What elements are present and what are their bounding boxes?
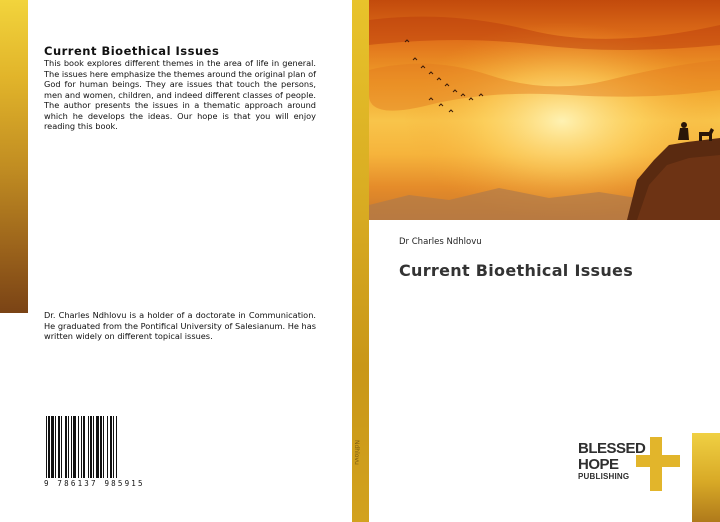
publisher-line2: HOPE — [578, 456, 619, 473]
barcode-bar — [83, 416, 85, 478]
barcode-bar — [71, 416, 72, 478]
barcode-bar — [65, 416, 67, 478]
barcode-bar — [51, 416, 54, 478]
barcode-bar — [48, 416, 50, 478]
spine-author: Ndhlovu — [353, 440, 360, 465]
barcode-bar — [58, 416, 60, 478]
barcode-bar — [96, 416, 99, 478]
barcode-bar — [110, 416, 112, 478]
barcode-bar — [113, 416, 114, 478]
front-author: Dr Charles Ndhlovu — [399, 237, 482, 247]
spine — [352, 0, 369, 522]
publisher-line3: PUBLISHING — [578, 472, 630, 481]
barcode-bar — [46, 416, 47, 478]
author-bio: Dr. Charles Ndhlovu is a holder of a doctorate in Communication. He graduated from the Pontifical University of Salesianum. He has written widely on different topical issues. — [44, 310, 316, 341]
front-gold-stripe — [692, 433, 720, 522]
sunset-photo — [369, 0, 720, 220]
barcode-bar — [88, 416, 89, 478]
barcode-bars — [44, 416, 162, 478]
barcode-bar — [78, 416, 79, 478]
publisher-logo — [578, 436, 688, 496]
barcode-bar — [107, 416, 108, 478]
barcode-bar — [116, 416, 117, 478]
isbn-number: 9 786137 985915 — [44, 479, 145, 488]
barcode-bar — [73, 416, 76, 478]
barcode-bar — [68, 416, 69, 478]
back-gold-stripe — [0, 0, 28, 522]
isbn-barcode — [44, 416, 162, 492]
barcode-bar — [90, 416, 92, 478]
front-title: Current Bioethical Issues — [399, 261, 634, 280]
barcode-bar — [61, 416, 62, 478]
barcode-bar — [93, 416, 94, 478]
person-silhouette — [681, 122, 687, 128]
back-cover — [0, 0, 352, 522]
sunset-illustration — [369, 0, 720, 220]
publisher-line1: BLESSED — [578, 440, 646, 457]
barcode-bar — [103, 416, 104, 478]
back-blurb: This book explores different themes in the area of life in general. The issues here emphasize the themes around the original plan of God for human beings. They are issues that touch the persons, men and women, children, and indeed different classes of people. The author presents the issues in a thematic approach around which he develops the ideas. Our hope is that you will enjoy reading this book. — [44, 58, 316, 131]
barcode-bar — [81, 416, 82, 478]
barcode-bar — [100, 416, 102, 478]
front-cover — [369, 0, 720, 522]
barcode-bar — [55, 416, 56, 478]
back-title: Current Bioethical Issues — [44, 44, 220, 58]
